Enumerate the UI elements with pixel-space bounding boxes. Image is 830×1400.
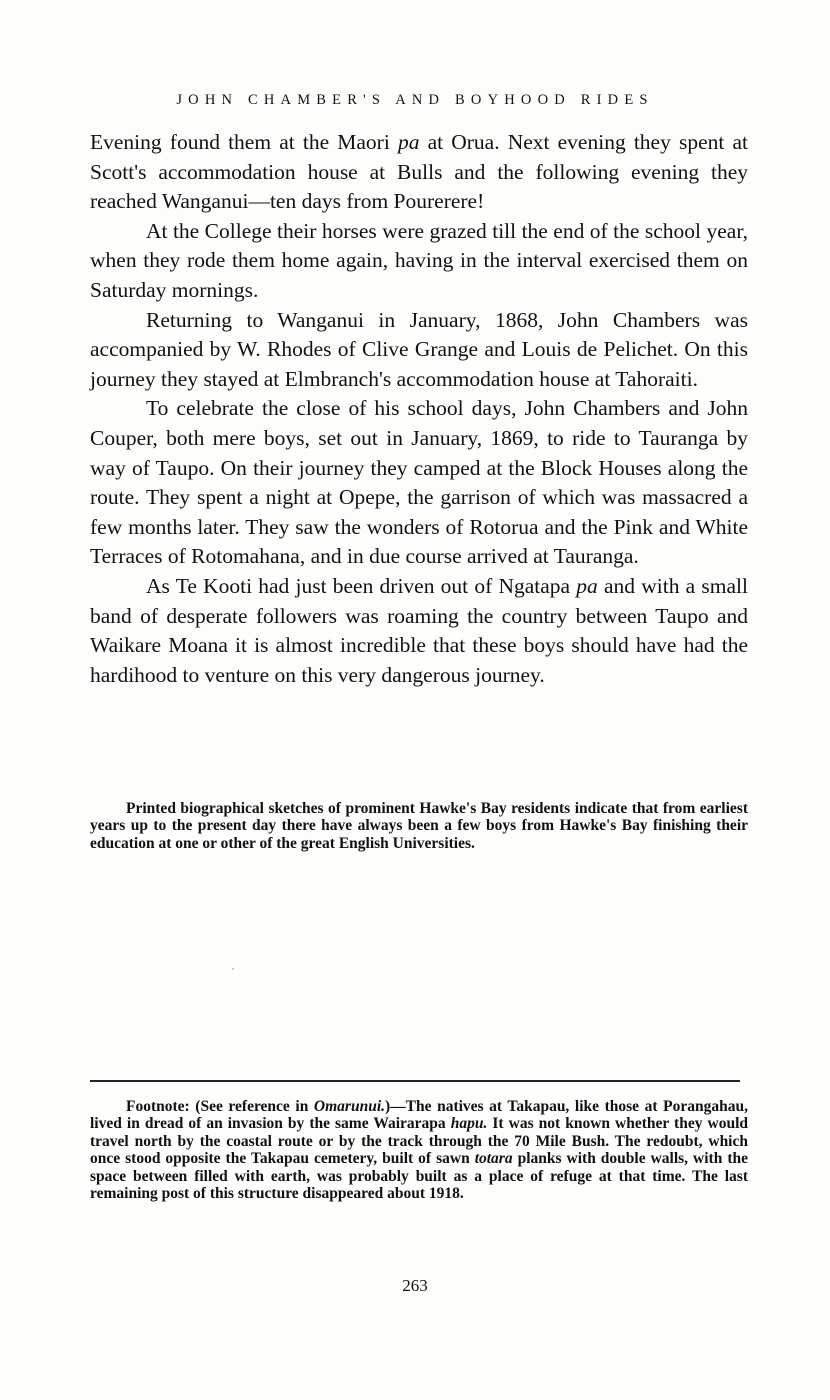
paper-speck	[232, 968, 234, 970]
footnote-text-d: planks with double walls, with the space between filled with earth, was probably built as a place of refuge at that time. The last remaining post of this structure disappeared about 1918.	[90, 1150, 748, 1203]
paragraph-2: At the College their horses were grazed till the end of the school year, when they rode them home again, having in the interval exercised them on Saturday mornings.	[90, 218, 748, 302]
footnote-rule	[90, 1080, 740, 1082]
paragraph-1-text-b: at Orua. Next evening they spent at Scott's accommodation house at Bulls and the following evening they reached Wanganui—ten days from Pourerere!	[90, 130, 749, 214]
footnote-text	[90, 1098, 748, 1202]
small-print-note	[90, 800, 748, 852]
paragraph-1	[90, 128, 748, 217]
footnote-italic-hapu: hapu.	[450, 1115, 488, 1133]
paragraph-3: Returning to Wanganui in January, 1868, John Chambers was accompanied by W. Rhodes of Clive Grange and Louis de Pelichet. On this journey they stayed at Elmbranch's accommodation house at Tahoraiti.	[90, 307, 748, 391]
footnote-italic-omarunui: Omarunui.	[313, 1098, 385, 1115]
footnote-text-b: )—The natives at Takapau, like those at Porangahau, lived in dread of an invasion by the same Wairarapa	[90, 1098, 748, 1133]
paragraph-4: To celebrate the close of his school days, John Chambers and John Couper, both mere boys, set out in January, 1869, to ride to Tauranga by way of Taupo. On their journey they camped at the Block Houses along the route. They spent a night at Opepe, the garrison of which was massacred a few months later. They saw the wonders of Rotorua and the Pink and White Terraces of Rotomahana, and in due course arrived at Tauranga.	[90, 396, 748, 569]
paragraph-5-italic-pa: pa	[576, 573, 598, 598]
paragraph-5	[90, 572, 748, 690]
page-number: 263	[402, 1276, 428, 1295]
small-print-note-text: Printed biographical sketches of prominent Hawke's Bay residents indicate that from earliest years up to the present day there have always been a few boys from Hawke's Bay finishing their education at one or other of the great English Universities.	[90, 800, 748, 852]
paragraph-5-text-b: and with a small band of desperate followers was roaming the country between Taupo and Waikare Moana it is almost incredible that these boys should have had the hardihood to venture on this very dangerous journey.	[90, 573, 748, 687]
footnote-italic-totara: totara	[474, 1150, 513, 1168]
paragraph-1-text-a: Evening found them at the Maori	[90, 130, 398, 154]
footnote	[90, 1098, 748, 1202]
paragraph-1-italic-pa: pa	[397, 130, 420, 154]
footnote-text-a: Footnote: (See reference in	[126, 1098, 314, 1115]
running-head: JOHN CHAMBER'S AND BOYHOOD RIDES	[176, 92, 654, 108]
body-text	[90, 128, 748, 690]
paragraph-5-text-a: As Te Kooti had just been driven out of Ngatapa	[146, 573, 577, 598]
footnote-text-c: It was not known whether they would travel north by the coastal route or by the track through the 70 Mile Bush. The redoubt, which once stood opposite the Takapau cemetery, built of sawn	[90, 1115, 748, 1168]
